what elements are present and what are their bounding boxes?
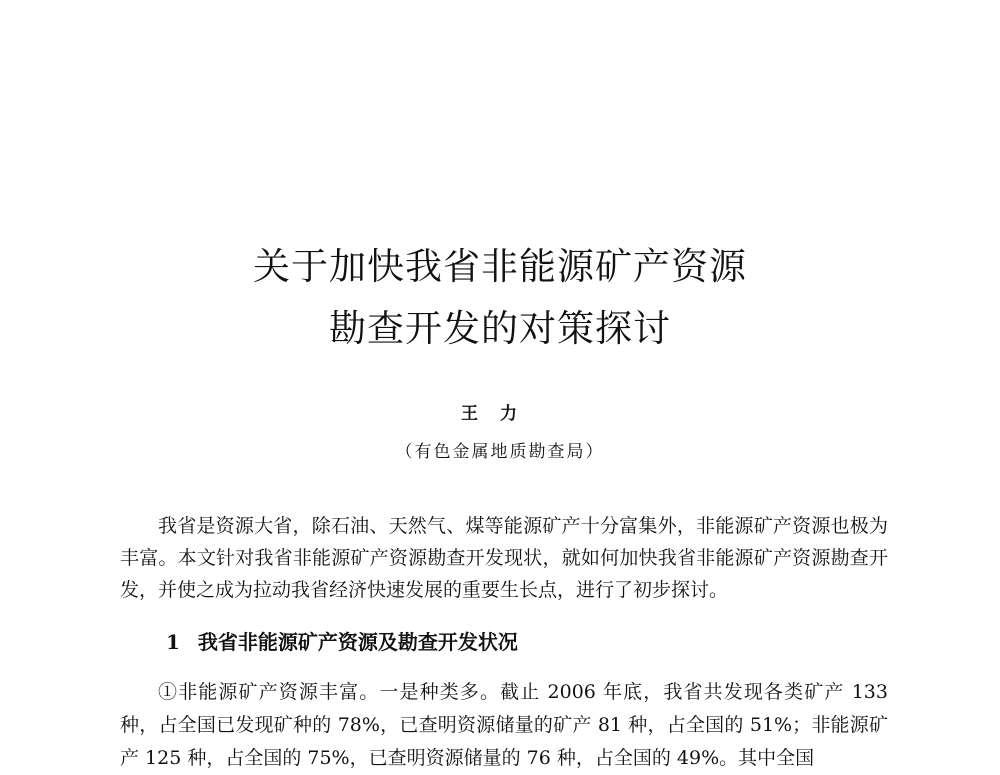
section-number: 1 bbox=[166, 630, 180, 654]
title-line-2: 勘查开发的对策探讨 bbox=[329, 307, 671, 350]
section-heading bbox=[166, 628, 518, 656]
author-name: 王力 bbox=[461, 404, 539, 424]
author-affiliation: （有色金属地质勘查局） bbox=[395, 442, 605, 462]
title-line-1: 关于加快我省非能源矿产资源 bbox=[253, 245, 747, 288]
body-paragraph: ①非能源矿产资源丰富。一是种类多。截止 2006 年底，我省共发现各类矿产 133 种，占全国已发现矿种的 78%，已查明资源储量的矿产 81 种，占全国的 51%；非能源矿产 125 种，占全国的 75%，已查明资源储量的 76 种，占全国的 49%。其中全国 bbox=[120, 681, 888, 769]
section-title: 我省非能源矿产资源及勘查开发状况 bbox=[197, 630, 518, 654]
abstract-paragraph: 我省是资源大省，除石油、天然气、煤等能源矿产十分富集外，非能源矿产资源也极为丰富。本文针对我省非能源矿产资源勘查开发现状，就如何加快我省非能源矿产资源勘查开发，并使之成为拉动我省经济快速发展的重要生长点，进行了初步探讨。 bbox=[120, 515, 888, 601]
